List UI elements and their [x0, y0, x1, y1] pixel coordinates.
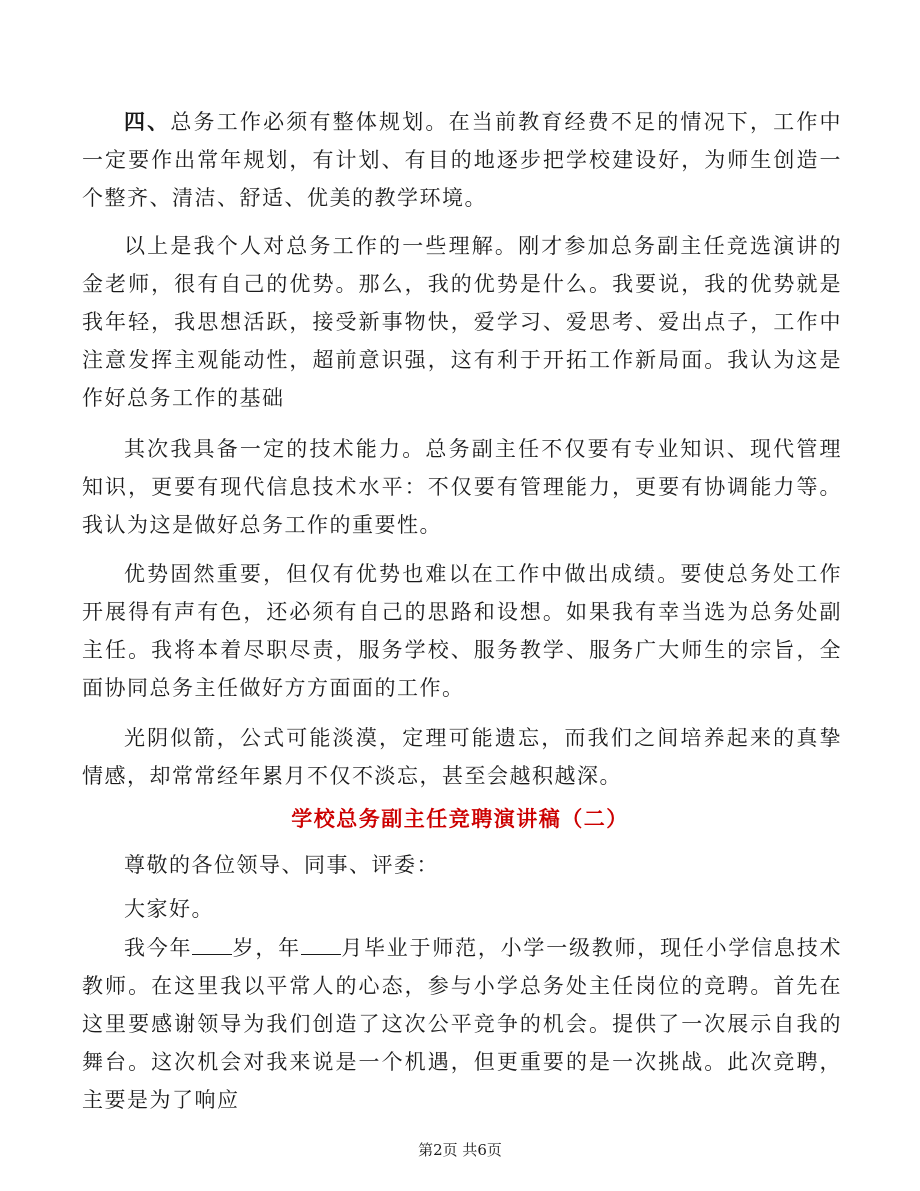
paragraph-self-introduction [82, 929, 842, 1119]
paragraph-closing: 光阴似箭，公式可能淡漠，定理可能遗忘，而我们之间培养起来的真挚情感，却常常经年累月不仅不淡忘，甚至会越积越深。 [82, 726, 842, 788]
page-number: 第2页 共6页 [418, 1141, 502, 1159]
paragraph-technical-ability: 其次我具备一定的技术能力。总务副主任不仅要有专业知识、现代管理知识，更要有现代信息技术水平：不仅要有管理能力，更要有协调能力等。我认为这是做好总务工作的重要性。 [82, 437, 842, 537]
hello-line: 大家好。 [124, 897, 214, 921]
intro-text-part1: 我今年 [124, 936, 193, 960]
month-blank [301, 936, 341, 955]
age-blank [192, 936, 232, 955]
paragraph-lead-number: 四、 [124, 110, 171, 134]
greeting-line: 尊敬的各位领导、同事、评委： [124, 853, 439, 877]
paragraph-text: 总务工作必须有整体规划。在当前教育经费不足的情况下，工作中一定要作出常年规划，有计划、有目的地逐步把学校建设好，为师生创造一个整齐、清洁、舒适、优美的教学环境。 [82, 110, 843, 210]
intro-text-part3: 月毕业于师范，小学一级教师，现任小学信息技术教师。在这里我以平常人的心态，参与小学总务处主任岗位的竞聘。首先在这里要感谢领导为我们创造了这次公平竞争的机会。提供了一次展示自我的舞台。这次机会对我来说是一个机遇，但更重要的是一次挑战。此次竞聘，主要是为了响应 [82, 936, 843, 1112]
paragraph-my-advantages: 以上是我个人对总务工作的一些理解。刚才参加总务副主任竞选演讲的金老师，很有自己的优势。那么，我的优势是什么。我要说，我的优势就是我年轻，我思想活跃，接受新事物快，爱学习、爱思考、爱出点子，工作中注意发挥主观能动性，超前意识强，这有利于开拓工作新局面。我认为这是作好总务工作的基础 [82, 234, 842, 410]
section-title: 学校总务副主任竞聘演讲稿（二） [291, 807, 629, 831]
paragraph-overall-planning [82, 103, 842, 217]
intro-text-part2: 岁，年 [232, 936, 301, 960]
paragraph-ideas-and-plans: 优势固然重要，但仅有优势也难以在工作中做出成绩。要使总务处工作开展得有声有色，还必须有自己的思路和设想。如果我有幸当选为总务处副主任。我将本着尽职尽责，服务学校、服务教学、服务广大师生的宗旨，全面协同总务主任做好方方面面的工作。 [82, 562, 842, 700]
